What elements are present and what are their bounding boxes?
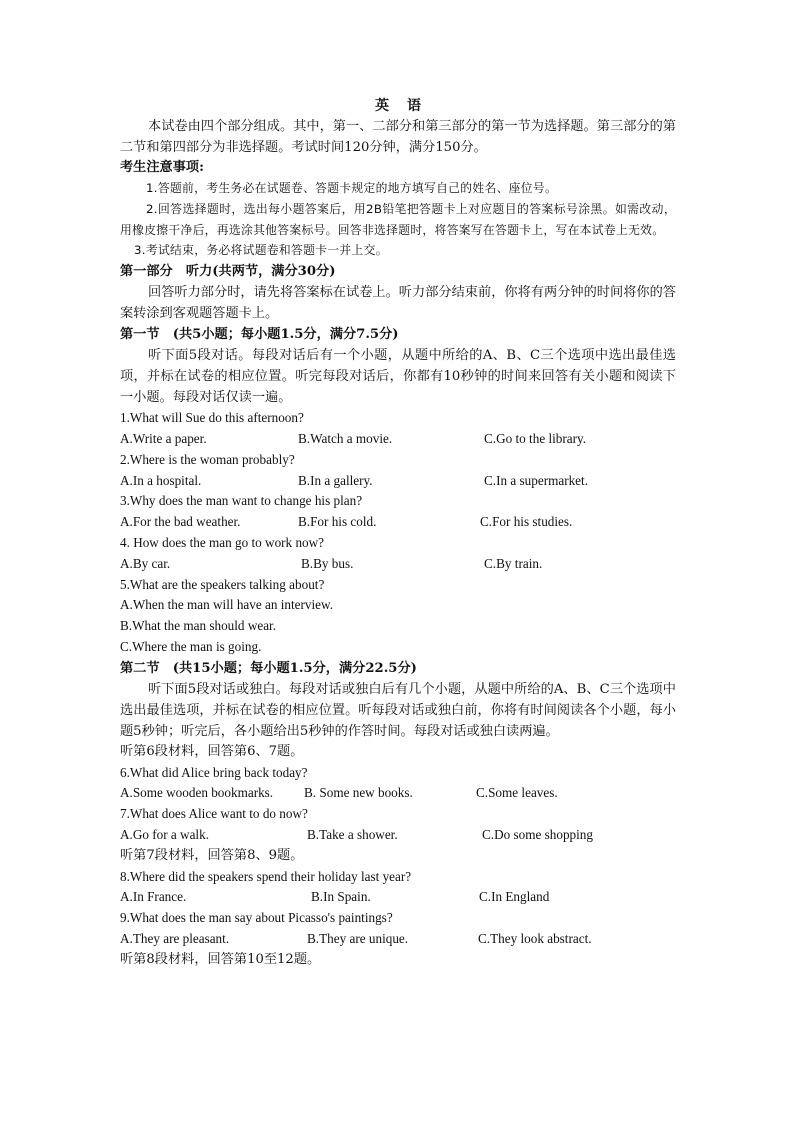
material-6-label: 听第6段材料，回答第6、7题。: [120, 743, 304, 759]
option-b: B.In Spain.: [311, 889, 371, 905]
section2-heading: 第二节 (共15小题；每小题1.5分，满分22.5分): [120, 660, 417, 676]
question-8-options: [120, 887, 676, 908]
question-8: 8.Where did the speakers spend their holiday last year?: [120, 868, 412, 884]
question-7-options: [120, 825, 676, 846]
part1-heading: 第一部分 听力(共两节，满分30分): [120, 264, 336, 280]
option-b: B.They are unique.: [307, 930, 409, 946]
option-b: B. Some new books.: [304, 785, 413, 801]
option-a: A.In France.: [120, 889, 187, 905]
question-5-option-a: A.When the man will have an interview.: [120, 597, 334, 613]
question-7: 7.What does Alice want to do now?: [120, 806, 308, 822]
question-3: 3.Why does the man want to change his plan?: [120, 493, 363, 509]
option-c: C.For his studies.: [480, 514, 573, 530]
question-1-options: [120, 429, 676, 450]
question-2: 2.Where is the woman probably?: [120, 451, 295, 467]
option-a: A.They are pleasant.: [120, 930, 230, 946]
question-9-options: [120, 929, 676, 950]
section2-intro: 听下面5段对话或独白。每段对话或独白后有几个小题，从题中所给的A、B、C三个选项中选出最佳选项，并标在试卷的相应位置。听每段对话或独白前，你将有时间阅读各个小题，每小题5秒钟；听完后，各小题给出5秒钟的作答时间。每段对话或独白读两遍。: [120, 681, 676, 739]
question-1: 1.What will Sue do this afternoon?: [120, 410, 304, 426]
question-5-option-b: B.What the man should wear.: [120, 618, 277, 634]
option-b: B.For his cold.: [298, 514, 377, 530]
option-b: B.By bus.: [301, 555, 354, 571]
page-title: 英语: [375, 98, 439, 114]
option-a: A.Some wooden bookmarks.: [120, 785, 274, 801]
note-item-3: 3.考试结束，务必将试题卷和答题卡一并上交。: [134, 243, 388, 258]
option-c: C.Do some shopping: [482, 826, 593, 842]
option-a: A.Write a paper.: [120, 430, 207, 446]
option-c: C.In a supermarket.: [484, 472, 588, 488]
material-7-label: 听第7段材料，回答第8、9题。: [120, 847, 304, 863]
note-item-1: 1.答题前，考生务必在试题卷、答题卡规定的地方填写自己的姓名、座位号。: [146, 181, 558, 195]
section1-heading: 第一节 (共5小题；每小题1.5分，满分7.5分): [120, 327, 399, 343]
intro-paragraph: 本试卷由四个部分组成。其中，第一、二部分和第三部分的第一节为选择题。第三部分的第二节和第四部分为非选择题。考试时间120分钟，满分150分。: [120, 119, 676, 155]
option-c: C.Go to the library.: [484, 430, 587, 446]
option-a: A.For the bad weather.: [120, 514, 241, 530]
option-c: C.By train.: [484, 555, 543, 571]
option-a: A.In a hospital.: [120, 472, 202, 488]
question-3-options: [120, 512, 676, 533]
material-8-label: 听第8段材料，回答第10至12题。: [120, 951, 321, 967]
question-5-option-c: C.Where the man is going.: [120, 638, 262, 654]
part1-intro: 回答听力部分时，请先将答案标在试卷上。听力部分结束前，你将有两分钟的时间将你的答案转涂到客观题答题卡上。: [120, 285, 676, 322]
option-c: C.In England: [479, 889, 550, 905]
question-5: 5.What are the speakers talking about?: [120, 576, 325, 592]
option-a: A.Go for a walk.: [120, 826, 209, 842]
question-2-options: [120, 471, 676, 492]
option-b: B.Watch a movie.: [298, 430, 393, 446]
option-c: C.Some leaves.: [476, 785, 558, 801]
question-6: 6.What did Alice bring back today?: [120, 764, 308, 780]
question-9: 9.What does the man say about Picasso's paintings?: [120, 910, 393, 926]
question-6-options: [120, 783, 676, 804]
option-b: B.Take a shower.: [307, 826, 398, 842]
option-c: C.They look abstract.: [478, 930, 592, 946]
section1-intro: 听下面5段对话。每段对话后有一个小题，从题中所给的A、B、C三个选项中选出最佳选项，并标在试卷的相应位置。听完每段对话后，你都有10秒钟的时间来回答有关小题和阅读下一小题。每段对话仅读一遍。: [120, 348, 676, 406]
option-b: B.In a gallery.: [298, 472, 373, 488]
question-4: 4. How does the man go to work now?: [120, 534, 325, 550]
note-item-2: 2.回答选择题时，选出每小题答案后，用2B铅笔把答题卡上对应题目的答案标号涂黑。如需改动，用橡皮擦干净后，再选涂其他答案标号。回答非选择题时，将答案写在答题卡上，写在本试卷上无效。: [120, 201, 676, 237]
notes-heading: 考生注意事项:: [120, 160, 204, 175]
option-a: A.By car.: [120, 555, 171, 571]
question-4-options: [120, 554, 676, 575]
exam-page: [120, 96, 676, 971]
